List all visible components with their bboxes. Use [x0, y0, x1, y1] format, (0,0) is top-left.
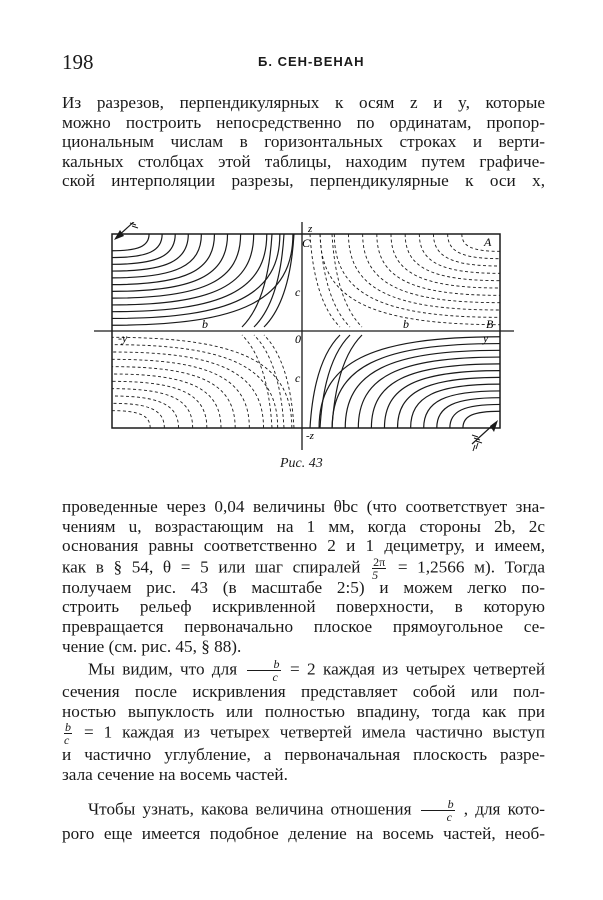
fraction-denominator: 5 [372, 567, 379, 582]
arrow-top-left [114, 222, 138, 240]
label-neg-z: -z [306, 430, 314, 442]
contour-dashed [264, 335, 294, 428]
text-line: ностью выпуклость или полностью впадину, тогда как при [62, 701, 545, 721]
running-title: Б. СЕН-ВЕНАН [258, 54, 365, 69]
contour-solid [320, 335, 350, 428]
contour-dashed [332, 234, 362, 327]
text-fragment: Мы видим, что для [88, 659, 238, 679]
contour-diagram [90, 222, 520, 452]
text-fragment: как в § 54, θ = 5 или шаг спиралей [62, 557, 361, 577]
label-c-bottom: c [295, 371, 301, 385]
contour-solid [112, 234, 267, 312]
text-fragment: = 1 каждая из четырех четвертей имела частично выступ [83, 722, 546, 742]
text-line: строить рельеф искривленной поверхности, в которую [62, 597, 545, 617]
label-b-right: b [403, 317, 409, 331]
fraction-denominator: c [64, 733, 70, 748]
fraction-denominator: c [446, 810, 452, 824]
text-line-with-fraction [62, 658, 545, 682]
contour-dashed [112, 403, 164, 428]
label-c-top: c [295, 285, 301, 299]
contour-dashed [320, 234, 500, 325]
label-B: B [486, 317, 494, 331]
label-A: A [484, 235, 492, 249]
contour-solid [242, 234, 272, 327]
contour-dashed [377, 234, 500, 295]
page-header [62, 50, 553, 72]
text-fragment: = 1,2566 м). Тогда [397, 557, 546, 577]
text-line: ской интерполяции разрезы, перпендикулярные к оси x, [62, 171, 545, 191]
text-line: можно построить непосредственно по ординатам, пропор- [62, 112, 545, 132]
text-line: чениям u, возрастающим на 1 мм, когда стороны 2b, 2c [62, 516, 545, 536]
text-fragment: Чтобы узнать, какова величина отношения [88, 799, 412, 819]
label-C: C [302, 236, 311, 250]
text-line: кальных столбцах этой таблицы, находим путем графиче- [62, 151, 545, 171]
contour-solid [358, 357, 500, 428]
contour-solid [112, 234, 175, 264]
contour-dashed [112, 352, 264, 428]
contour-dashed [462, 234, 500, 251]
contour-solid [437, 398, 500, 428]
text-line-with-fraction [62, 554, 546, 582]
figure-43 [90, 222, 520, 452]
text-line: Из разрезов, перпендикулярных к осям z и y, которые [62, 93, 545, 112]
fraction [64, 721, 72, 746]
paragraph-3 [62, 658, 545, 784]
contour-dashed [112, 389, 193, 428]
paragraph-1 [62, 93, 545, 191]
text-fragment: = 2 каждая из четырех четвертей [289, 659, 546, 679]
fraction-denominator: c [272, 670, 278, 684]
text-line: проведенные через 0,04 величины θbc (что соответствует зна- [62, 497, 545, 516]
fraction-numerator: b [65, 720, 71, 735]
contour-dashed [112, 374, 221, 428]
label-origin: 0 [295, 332, 301, 346]
text-line-with-fraction [62, 798, 545, 824]
text-line: рого еще имеется подобное деление на восемь частей, необ- [62, 824, 545, 843]
fraction-numerator: 2π [373, 554, 386, 569]
contour-dashed [112, 396, 179, 428]
text-line: получаем рис. 43 (в масштабе 2:5) и можем легко по- [62, 577, 545, 597]
text-line: зала сечение на восемь частей. [62, 764, 288, 784]
contour-solid [112, 234, 254, 305]
contour-dashed [448, 234, 500, 259]
fraction [421, 798, 455, 823]
page-number: 198 [62, 50, 94, 74]
text-line: и частично углубление, а первоначальная плоскость разре- [62, 745, 545, 765]
label-b-left: b [202, 317, 208, 331]
figure-caption: Рис. 43 [280, 456, 323, 471]
contour-dashed [254, 335, 284, 428]
arrow-bottom-right [472, 420, 498, 451]
contour-solid [332, 344, 500, 428]
contour-solid [310, 335, 340, 428]
contour-dashed [112, 381, 207, 428]
contour-dashed [112, 367, 235, 428]
contour-dashed [112, 345, 278, 428]
label-y: y [483, 331, 489, 345]
text-line: циональным числам в горизонтальных строках и верти- [62, 132, 545, 152]
fraction [247, 658, 281, 683]
fraction-numerator: b [247, 658, 281, 671]
contour-solid [345, 350, 500, 428]
contour-solid [112, 234, 280, 318]
paragraph-4 [62, 798, 545, 844]
contour-dashed [112, 411, 150, 428]
text-line: основания равны соответственно 2 и 1 дециметру, и имеем, [62, 536, 545, 556]
label-z: z [308, 223, 313, 235]
contour-dashed [334, 234, 500, 317]
fraction-numerator: b [421, 798, 455, 811]
text-line: сечения после искривления представляет собой или пол- [62, 682, 545, 701]
paragraph-2 [62, 497, 545, 656]
text-line-with-fraction [62, 720, 546, 748]
label-neg-y: -y [118, 331, 128, 345]
text-fragment: , для кото- [463, 799, 546, 819]
text-line: чение (см. рис. 45, § 88). [62, 636, 242, 656]
contour-dashed [112, 337, 292, 428]
text-line: превращается первоначально плоское прямоугольное се- [62, 616, 545, 636]
contour-dashed [349, 234, 501, 310]
